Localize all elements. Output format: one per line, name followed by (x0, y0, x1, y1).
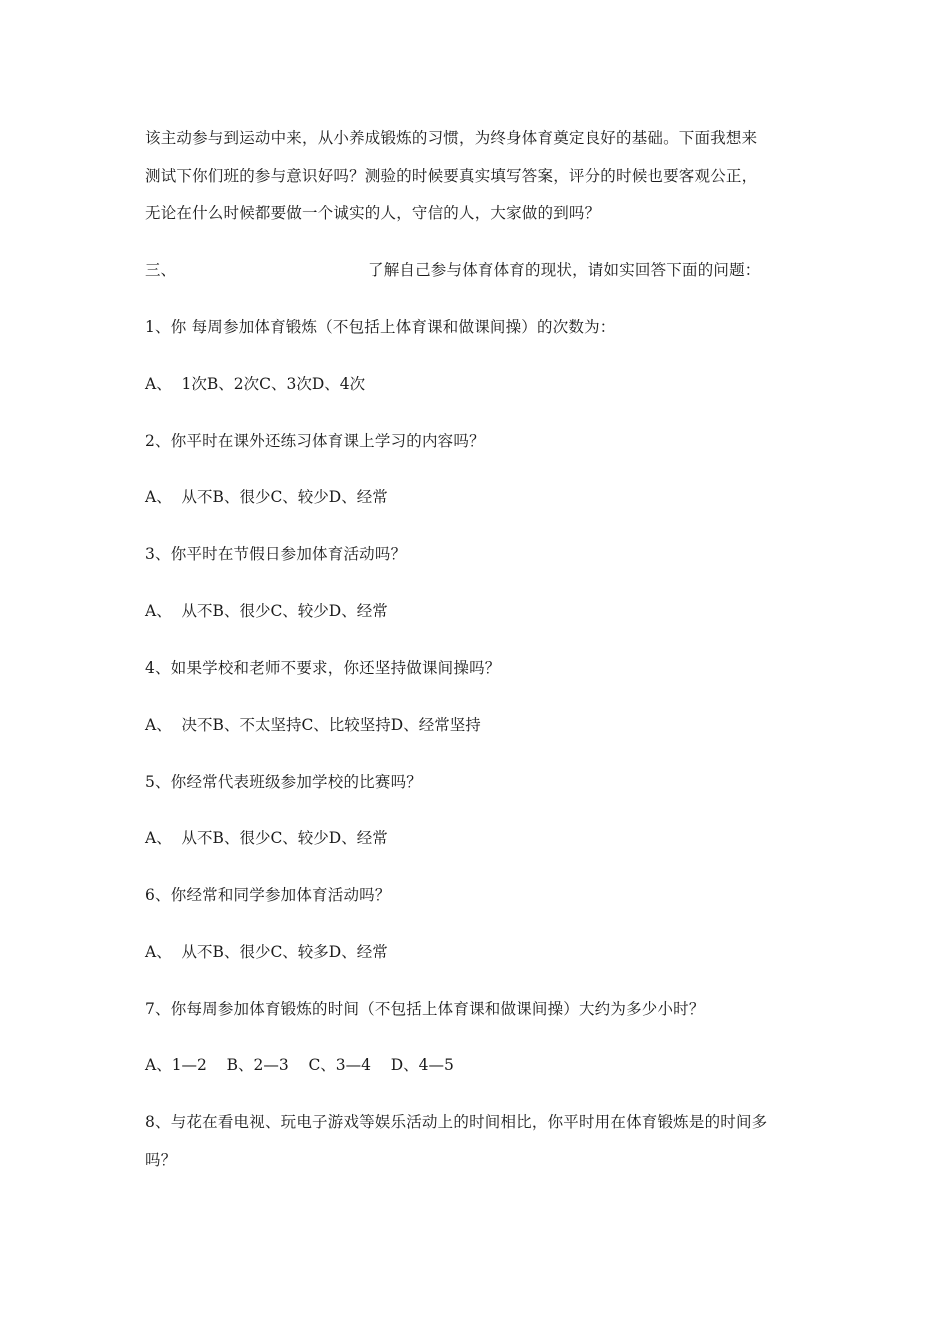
section-marker: 三、 (145, 261, 177, 279)
answer-options-7: A、1—2 B、2—3 C、3—4 D、4—5 (145, 1056, 454, 1074)
answer-options-5: A、 从不B、很少C、较少D、经常 (145, 829, 388, 847)
question-6: 6、你经常和同学参加体育活动吗？ (145, 886, 391, 904)
answer-options-6: A、 从不B、很少C、较多D、经常 (145, 943, 388, 961)
intro-line-2: 测试下你们班的参与意识好吗？测验的时候要真实填写答案，评分的时候也要客观公正， (145, 167, 758, 185)
question-8-line-2: 吗？ (145, 1151, 177, 1169)
question-5: 5、你经常代表班级参加学校的比赛吗？ (145, 773, 422, 791)
intro-line-3: 无论在什么时候都要做一个诚实的人，守信的人，大家做的到吗？ (145, 204, 601, 222)
question-4: 4、如果学校和老师不要求，你还坚持做课间操吗？ (145, 659, 501, 677)
answer-options-4: A、 决不B、不太坚持C、比较坚持D、经常坚持 (145, 716, 481, 734)
question-2: 2、你平时在课外还练习体育课上学习的内容吗？ (145, 432, 485, 450)
answer-options-1: A、 1次B、2次C、3次D、4次 (145, 375, 366, 393)
answer-options-2: A、 从不B、很少C、较少D、经常 (145, 488, 388, 506)
section-heading: 了解自己参与体育体育的现状，请如实回答下面的问题： (368, 261, 761, 279)
intro-line-1: 该主动参与到运动中来，从小养成锻炼的习惯，为终身体育奠定良好的基础。下面我想来 (145, 129, 758, 147)
question-1: 1、你 每周参加体育锻炼（不包括上体育课和做课间操）的次数为： (145, 318, 616, 336)
question-7: 7、你每周参加体育锻炼的时间（不包括上体育课和做课间操）大约为多少小时？ (145, 1000, 705, 1018)
question-3: 3、你平时在节假日参加体育活动吗？ (145, 545, 407, 563)
answer-options-3: A、 从不B、很少C、较少D、经常 (145, 602, 388, 620)
question-8-line-1: 8、与花在看电视、玩电子游戏等娱乐活动上的时间相比，你平时用在体育锻炼是的时间多 (145, 1113, 768, 1131)
